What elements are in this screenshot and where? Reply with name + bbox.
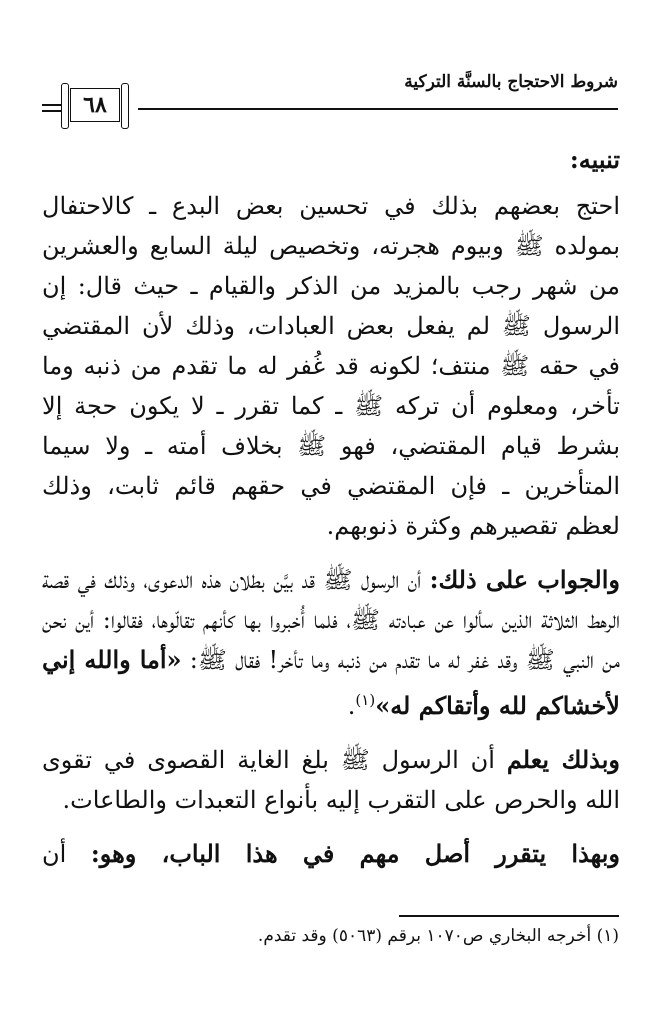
paragraph-2-end: .: [347, 692, 356, 720]
paragraph-3-text: أن الرسول ﷺ بلغ الغاية القصوى في تقوى الله والحرص على التقرب إليه بأنواع التعبدات والطاعات.: [42, 746, 620, 814]
paragraph-2: [42, 560, 620, 726]
page-number: ٦٨: [70, 88, 120, 122]
paragraph-2-lead: والجواب على ذلك:: [429, 565, 621, 594]
section-heading: تنبيه:: [569, 145, 620, 174]
paragraph-2-text: أن الرسول ﷺ قد بيَّن بطلان هذه الدعوى، وذلك في قصة الرهط الثلاثة الذين سألوا عن عبادته ﷺ، فلما أُخبروا بها كأنهم تقالّوها، فقالوا: أين نحن من النبي ﷺ وقد غفر له ما تقدم من ذنبه وما تأخر! فقال ﷺ:: [42, 566, 621, 674]
page-header: [42, 68, 618, 128]
page-body: [42, 140, 620, 874]
paragraph-4-lead: وبهذا يتقرر أصل مهم في هذا الباب، وهو:: [90, 839, 621, 868]
footnote-reference: (١): [355, 691, 376, 709]
footnote-divider: [399, 915, 619, 917]
paragraph-3-lead: وبذلك يعلم: [506, 745, 621, 774]
running-title: شروط الاحتجاج بالسنَّة التركية: [404, 72, 618, 92]
footnote: (١) أخرجه البخاري ص١٠٧٠ برقم (٥٠٦٣) وقد تقدم.: [257, 926, 619, 946]
paragraph-1: احتج بعضهم بذلك في تحسين بعض البدع ـ كالاحتفال بمولده ﷺ وبيوم هجرته، وتخصيص ليلة السابع والعشرين من شهر رجب بالمزيد من الذكر والقيام ـ حيث قال: إن الرسول ﷺ لم يفعل بعض العبادات، وذلك لأن المقتضي في حقه ﷺ منتف؛ لكونه قد غُفر له ما تقدم من ذنبه وما تأخر، ومعلوم أن تركه ﷺ ـ كما تقرر ـ لا يكون حجة إلا بشرط قيام المقتضي، فهو ﷺ بخلاف أمته ـ ولا سيما المتأخرين ـ فإن المقتضي في حقهم قائم ثابت، وذلك لعظم تقصيرهم وكثرة ذنوبهم.: [42, 192, 620, 540]
paragraph-4-text: أن: [42, 840, 91, 868]
paragraph-3: [42, 740, 620, 820]
hadith-quote: «أما والله إني لأخشاكم لله وأتقاكم له»: [42, 645, 620, 720]
header-rule-right: [138, 108, 618, 110]
paragraph-4: [42, 834, 620, 874]
